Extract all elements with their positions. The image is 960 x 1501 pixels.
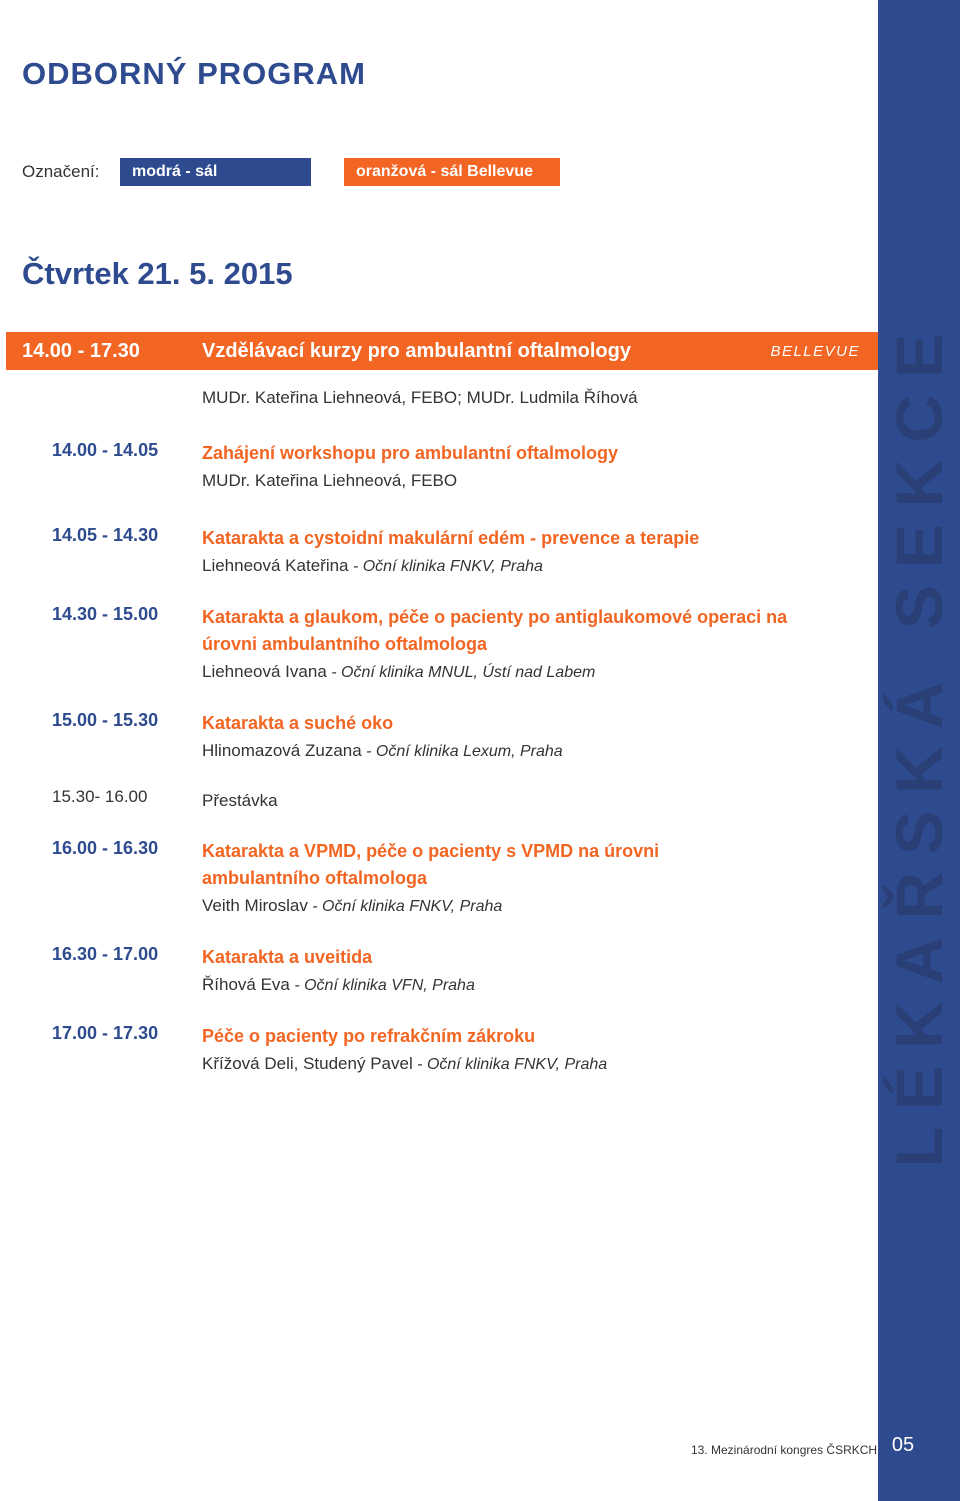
speaker-institution: - Oční klinika FNKV, Praha xyxy=(348,558,543,575)
session-title: Vzdělávací kurzy pro ambulantní oftalmology xyxy=(202,339,631,362)
legend-label: Označení: xyxy=(22,162,100,181)
speaker-name: Liehneová Ivana xyxy=(202,662,327,681)
legend-orange-badge: oranžová - sál Bellevue xyxy=(344,158,560,186)
footer-congress: 13. Mezinárodní kongres ČSRKCH xyxy=(691,1443,878,1457)
speaker-institution: - Oční klinika FNKV, Praha xyxy=(412,1056,608,1073)
chairs-text: MUDr. Kateřina Liehneová, FEBO; MUDr. Ludmila Říhová xyxy=(202,388,638,407)
day-title: Čtvrtek 21. 5. 2015 xyxy=(22,256,293,291)
speaker-institution: - Oční klinika FNKV, Praha xyxy=(307,898,503,915)
item-title: Přestávka xyxy=(202,791,278,810)
speaker-institution: - Oční klinika Lexum, Praha xyxy=(361,743,563,760)
section-sidebar xyxy=(878,0,960,1501)
program-item xyxy=(52,838,842,921)
item-title: Katarakta a glaukom, péče o pacienty po antiglaukomové operaci na úrovni ambulantního oftalmologa xyxy=(202,607,788,654)
program-item-break xyxy=(52,787,842,814)
speaker-institution: - Oční klinika MNUL, Ústí nad Labem xyxy=(326,664,596,681)
item-time: 15.30- 16.00 xyxy=(52,787,148,806)
item-speaker xyxy=(202,1050,842,1079)
speaker-name: Říhová Eva xyxy=(202,975,290,994)
session-chairs xyxy=(52,384,842,412)
item-speaker xyxy=(202,658,842,687)
item-time: 14.05 - 14.30 xyxy=(52,525,159,545)
item-title: Katarakta a suché oko xyxy=(202,713,394,733)
sidebar-text: LÉKAŘSKÁ SEKCE xyxy=(882,316,956,1168)
speaker-name: Křížová Deli, Studený Pavel xyxy=(202,1054,413,1073)
item-title: Zahájení workshopu pro ambulantní oftalmology xyxy=(202,443,619,463)
item-speaker xyxy=(202,892,842,921)
item-time: 14.00 - 14.05 xyxy=(52,440,159,460)
item-speaker xyxy=(202,971,842,1000)
speaker-name: Liehneová Kateřina xyxy=(202,556,349,575)
session-bar xyxy=(6,332,878,370)
item-speaker: MUDr. Kateřina Liehneová, FEBO xyxy=(202,471,458,490)
program-item xyxy=(52,604,842,687)
item-title: Katarakta a cystoidní makulární edém - prevence a terapie xyxy=(202,528,700,548)
speaker-institution: - Oční klinika VFN, Praha xyxy=(289,977,475,994)
item-speaker xyxy=(202,552,842,581)
page-title: ODBORNÝ PROGRAM xyxy=(22,56,366,91)
speaker-name: Veith Miroslav xyxy=(202,896,308,915)
item-title: Katarakta a uveitida xyxy=(202,947,373,967)
session-room: BELLEVUE xyxy=(770,342,860,360)
speaker-name: Hlinomazová Zuzana xyxy=(202,741,362,760)
program-item xyxy=(52,440,842,495)
item-title: Katarakta a VPMD, péče o pacienty s VPMD na úrovni ambulantního oftalmologa xyxy=(202,841,660,888)
session-time: 14.00 - 17.30 xyxy=(22,339,140,362)
item-time: 14.30 - 15.00 xyxy=(52,604,159,624)
item-time: 17.00 - 17.30 xyxy=(52,1023,159,1043)
program-item xyxy=(52,944,842,1000)
item-title: Péče o pacienty po refrakčním zákroku xyxy=(202,1026,536,1046)
item-time: 16.00 - 16.30 xyxy=(52,838,159,858)
item-speaker xyxy=(202,737,842,766)
legend-blue-badge: modrá - sál Conferenza xyxy=(120,158,311,186)
page-number: 05 xyxy=(891,1434,915,1456)
legend xyxy=(22,158,560,208)
program-item xyxy=(52,525,842,581)
program-item xyxy=(52,710,842,766)
item-time: 16.30 - 17.00 xyxy=(52,944,159,964)
item-time: 15.00 - 15.30 xyxy=(52,710,159,730)
program-item xyxy=(52,1023,842,1079)
